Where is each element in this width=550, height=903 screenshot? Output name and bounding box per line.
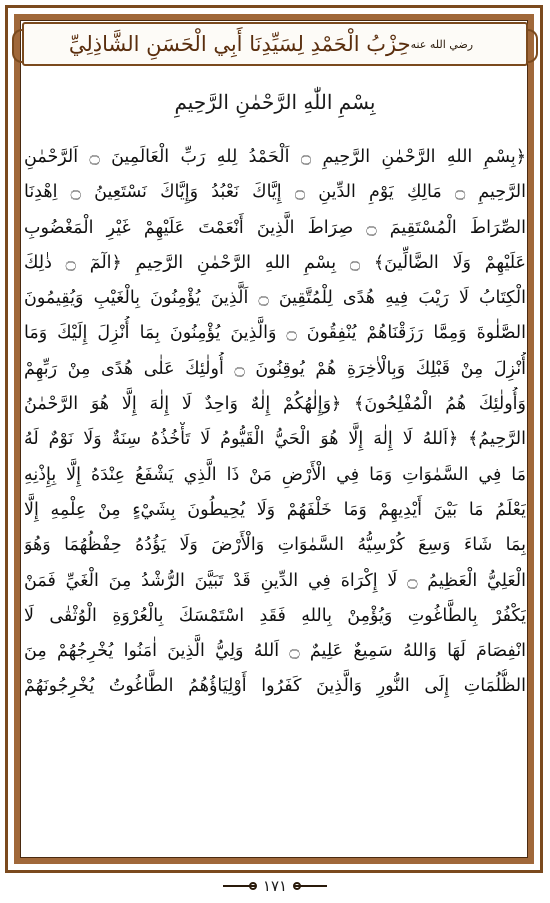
cartouche-left-cap <box>12 29 22 63</box>
page-title: حِزْبُ الْحَمْدِ لِسَيِّدِنَا أَبِي الْحَسَنِ الشَّاذِلِيِّ <box>68 32 411 56</box>
basmala-text: بِسْمِ اللّٰهِ الرَّحْمٰنِ الرَّحِيمِ <box>174 90 376 114</box>
text-line: وَأُولٰئِكَ هُمُ الْمُفْلِحُونَ﴾ ﴿وَإِلٰهُكُمْ إِلٰهٌ وَاحِدٌ لَا إِلٰهَ إِلَّا هُوَ الرَّحْمٰنُ <box>24 394 526 415</box>
text-line: الصَّلٰوةَ وَمِمَّا رَزَقْنَاهُمْ يُنْفِقُونَ ۝ وَالَّذِينَ يُؤْمِنُونَ بِمَا أُنْزِلَ إِلَيْكَ وَمَا <box>24 323 526 344</box>
text-line: الْعَلِيُّ الْعَظِيمُ ۝ لَا إِكْرَاهَ فِي الدِّينِ قَدْ تَبَيَّنَ الرُّشْدُ مِنَ الْغَيِّ فَمَنْ <box>24 570 526 591</box>
text-line: الرَّحِيمُ﴾ ﴿اَللهُ لَا إِلٰهَ إِلَّا هُوَ الْحَيُّ الْقَيُّومُ لَا تَأْخُذُهُ سِنَةٌ وَلَا نَوْمٌ لَهُ <box>24 429 526 450</box>
honorific-seal: رضي الله عنه <box>410 37 474 51</box>
text-line: الرَّحِيمِ ۝ مَالِكِ يَوْمِ الدِّينِ ۝ إِيَّاكَ نَعْبُدُ وَإِيَّاكَ نَسْتَعِينُ ۝ اِهْدِنَا <box>24 182 526 203</box>
page-number: ١٧١ <box>262 877 288 895</box>
basmala-heading <box>0 90 550 114</box>
text-line: ﴿بِسْمِ اللهِ الرَّحْمٰنِ الرَّحِيمِ ۝ اَلْحَمْدُ لِلهِ رَبِّ الْعَالَمِينَ ۝ اَلرَّحْمٰنِ <box>24 147 526 167</box>
text-line: الْكِتَابُ لَا رَيْبَ فِيهِ هُدًى لِلْمُتَّقِينَ ۝ اَلَّذِينَ يُؤْمِنُونَ بِالْغَيْبِ وَيُقِيمُونَ <box>24 288 526 309</box>
text-line: الصِّرَاطَ الْمُسْتَقِيمَ ۝ صِرَاطَ الَّذِينَ أَنْعَمْتَ عَلَيْهِمْ غَيْرِ الْمَغْضُوبِ <box>24 217 526 238</box>
footer-ornament-left-icon <box>223 882 255 890</box>
text-line: انْفِصَامَ لَهَا وَاللهُ سَمِيعٌ عَلِيمٌ ۝ اَللهُ وَلِيُّ الَّذِينَ اٰمَنُوا يُخْرِجُهُمْ مِنَ <box>24 641 526 662</box>
title-cartouche <box>22 22 528 66</box>
cartouche-right-cap <box>528 29 538 63</box>
text-line: يَعْلَمُ مَا بَيْنَ أَيْدِيهِمْ وَمَا خَلْفَهُمْ وَلَا يُحِيطُونَ بِشَيْءٍ مِنْ عِلْمِهِ إِلَّا <box>24 499 526 520</box>
footer-ornament-right-icon <box>295 882 327 890</box>
text-line: يَكْفُرْ بِالطَّاغُوتِ وَيُؤْمِنْ بِاللهِ فَقَدِ اسْتَمْسَكَ بِالْعُرْوَةِ الْوُثْقٰى لَا <box>24 605 526 626</box>
text-line: بِمَا شَاءَ وَسِعَ كُرْسِيُّهُ السَّمٰوَاتِ وَالْأَرْضَ وَلَا يَؤُدُهُ حِفْظُهُمَا وَهُوَ <box>24 535 526 556</box>
text-body <box>24 140 526 705</box>
text-line: عَلَيْهِمْ وَلَا الضَّالِّينَ﴾ ۝ بِسْمِ اللهِ الرَّحْمٰنِ الرَّحِيمِ ﴿الٓمٓ ۝ ذٰلِكَ <box>24 252 526 273</box>
page-footer <box>0 874 550 898</box>
text-line: الظُّلُمَاتِ إِلَى النُّورِ وَالَّذِينَ كَفَرُوا أَوْلِيَاؤُهُمُ الطَّاغُوتُ يُخْرِجُونَهُمْ <box>24 676 526 697</box>
text-line: أُنْزِلَ مِنْ قَبْلِكَ وَبِالْاٰخِرَةِ هُمْ يُوقِنُونَ ۝ أُولٰئِكَ عَلٰى هُدًى مِنْ رَبِّهِمْ <box>24 358 526 379</box>
text-line: مَا فِي السَّمٰوَاتِ وَمَا فِي الْأَرْضِ مَنْ ذَا الَّذِي يَشْفَعُ عِنْدَهُ إِلَّا بِإِذْنِهِ <box>24 464 526 485</box>
